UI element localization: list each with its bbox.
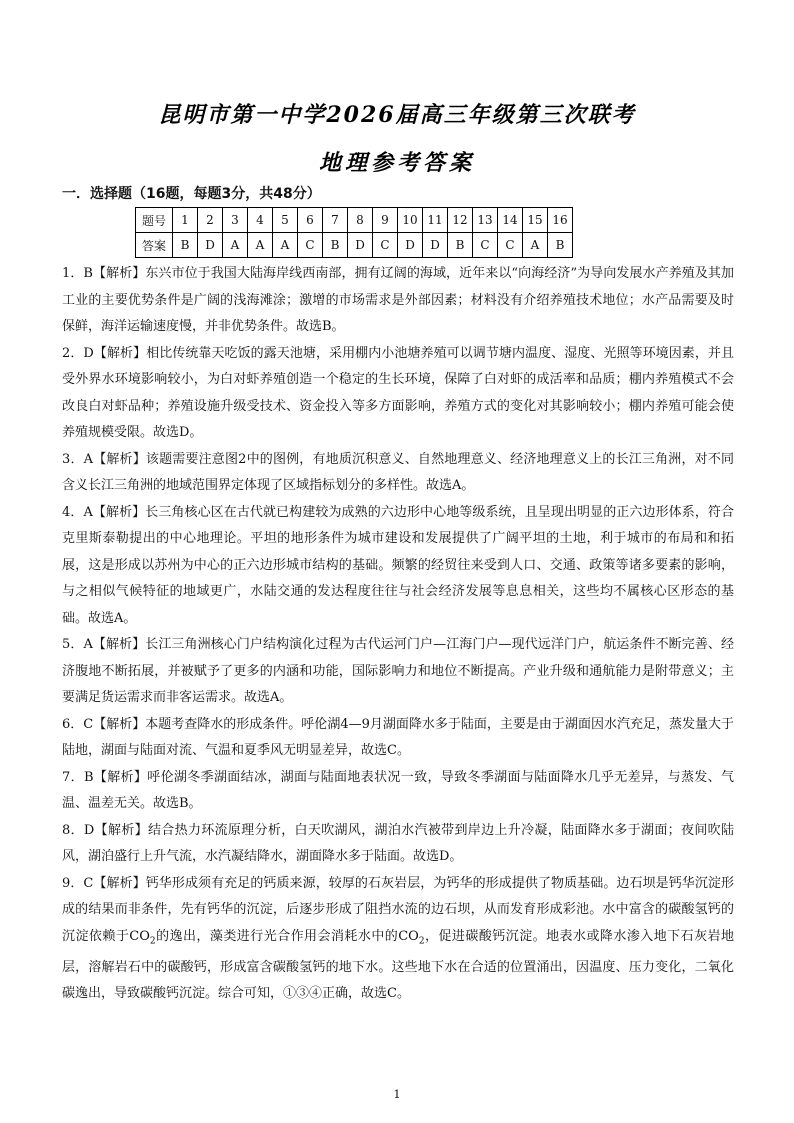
question-number: 12 (448, 208, 473, 233)
question-number: 4 (248, 208, 273, 233)
explanation-item-5: 5．A【解析】长江三角洲核心门户结构演化过程为古代运河门户—江海门户—现代远洋门户，航运条件不断完善、经济腹地不断拓展，并被赋予了更多的内涵和功能，国际影响力和地位不断提高。产业升级和通航能力是附带意义；主要满足货运需求而非客运需求。故选A。 (62, 637, 734, 705)
page-number: 1 (393, 1088, 401, 1101)
explanation-item-3: 3．A【解析】该题需要注意图2中的图例，有地质沉积意义、自然地理意义、经济地理意义上的长江三角洲，对不同含义长江三角洲的地域范围界定体现了区域指标划分的多样性。故选A。 (62, 451, 734, 493)
explanation-item-2: 2．D【解析】相比传统靠天吃饭的露天池塘，采用棚内小池塘养殖可以调节塘内温度、湿度、光照等环境因素，并且受外界水环境影响较小，为白对虾养殖创造一个稳定的生长环境，保障了白对虾的成活率和品质；棚内养殖模式不会改良白对虾品种；养殖设施升级受技术、资金投入等多方面影响，养殖方式的变化对其影响较小；棚内养殖可能会使养殖规模受限。故选D。 (62, 345, 734, 440)
document-subtitle: 地理参考答案 (318, 150, 475, 176)
answer-cell: B (173, 233, 198, 258)
explanation-list (62, 261, 734, 1008)
answer-table-answer-row (136, 233, 573, 258)
number-row-label: 题号 (136, 208, 173, 233)
question-number: 5 (273, 208, 298, 233)
question-number: 13 (473, 208, 498, 233)
answer-cell: D (423, 233, 448, 258)
answer-cell: D (348, 233, 373, 258)
question-number: 16 (548, 208, 573, 233)
question-number: 14 (498, 208, 523, 233)
answer-cell: C (498, 233, 523, 258)
question-number: 3 (223, 208, 248, 233)
answer-cell: C (298, 233, 323, 258)
answer-cell: A (273, 233, 298, 258)
subscript-2: 2 (149, 936, 156, 947)
explanation-item-7: 7．B【解析】呼伦湖冬季湖面结冰，湖面与陆面地表状况一致，导致冬季湖面与陆面降水几乎无差异，与蒸发、气温、温差无关。故选B。 (62, 769, 734, 811)
question-number: 1 (173, 208, 198, 233)
explanation-9-part-c: ，促进碳酸钙沉淀。地表水或降水渗入地下石灰岩地层，溶解岩石中的碳酸钙，形成富含碳酸氢钙的地下水。这些地下水在合适的位置涌出，因温度、压力变化，二氧化碳逸出，导致碳酸钙沉淀。综合可知，①③④正确，故选C。 (62, 928, 734, 1002)
answer-row-label: 答案 (136, 233, 173, 258)
answer-cell: A (523, 233, 548, 258)
question-number: 11 (423, 208, 448, 233)
question-number: 8 (348, 208, 373, 233)
answer-cell: B (323, 233, 348, 258)
explanation-item-1: 1．B【解析】东兴市位于我国大陆海岸线西南部，拥有辽阔的海域，近年来以“向海经济”为导向发展水产养殖及其加工业的主要优势条件是广阔的浅海滩涂；激增的市场需求是外部因素；材料没有介绍养殖技术地位；水产品需要及时保鲜，海洋运输速度慢，并非优势条件。故选B。 (62, 266, 734, 334)
subscript-2: 2 (418, 936, 425, 947)
section-heading: 一．选择题（16题，每题3分，共48分） (62, 186, 321, 202)
document-title: 昆明市第一中学2026届高三年级第三次联考 (158, 102, 636, 128)
explanation-item-9 (62, 871, 734, 1008)
answer-cell: B (448, 233, 473, 258)
explanation-9-part-a: 9．C【解析】钙华形成须有充足的钙质来源，较厚的石灰岩层，为钙华的形成提供了物质基础。边石坝是钙华沉淀形成的结果而非条件，先有钙华的沉淀，后逐步形成了阻挡水流的边石坝，从而发育形成彩池。水中富含的碳酸氢钙的沉淀依赖于CO (62, 875, 734, 944)
answer-cell: A (223, 233, 248, 258)
answer-table-number-row (136, 208, 573, 233)
explanation-9-part-b: 的逸出，藻类进行光合作用会消耗水中的CO (155, 928, 419, 944)
answer-cell: C (473, 233, 498, 258)
answer-cell: D (198, 233, 223, 258)
question-number: 6 (298, 208, 323, 233)
answer-cell: A (248, 233, 273, 258)
question-number: 2 (198, 208, 223, 233)
explanation-item-4: 4．A【解析】长三角核心区在古代就已构建较为成熟的六边形中心地等级系统，且呈现出明显的正六边形体系，符合克里斯泰勒提出的中心地理论。平坦的地形条件为城市建设和发展提供了广阔平坦的土地，利于城市的布局和和拓展，这是形成以苏州为中心的正六边形城市结构的基础。频繁的经贸往来受到人口、交通、政策等诸多要素的影响，与之相似气候特征的地域更广，水陆交通的发达程度往往与社会经济发展等息息相关，这些均不属核心区形态的基础。故选A。 (62, 504, 734, 626)
explanation-item-6: 6．C【解析】本题考查降水的形成条件。呼伦湖4—9月湖面降水多于陆面，主要是由于湖面因水汽充足，蒸发量大于陆地，湖面与陆面对流、气温和夏季风无明显差异，故选C。 (62, 716, 734, 758)
question-number: 9 (373, 208, 398, 233)
answer-cell: D (398, 233, 423, 258)
answer-table (135, 207, 573, 258)
question-number: 15 (523, 208, 548, 233)
explanation-item-8: 8．D【解析】结合热力环流原理分析，白天吹湖风，湖泊水汽被带到岸边上升冷凝，陆面降水多于湖面；夜间吹陆风，湖泊盛行上升气流，水汽凝结降水，湖面降水多于陆面。故选D。 (62, 822, 734, 864)
answer-cell: C (373, 233, 398, 258)
question-number: 7 (323, 208, 348, 233)
question-number: 10 (398, 208, 423, 233)
answer-cell: B (548, 233, 573, 258)
